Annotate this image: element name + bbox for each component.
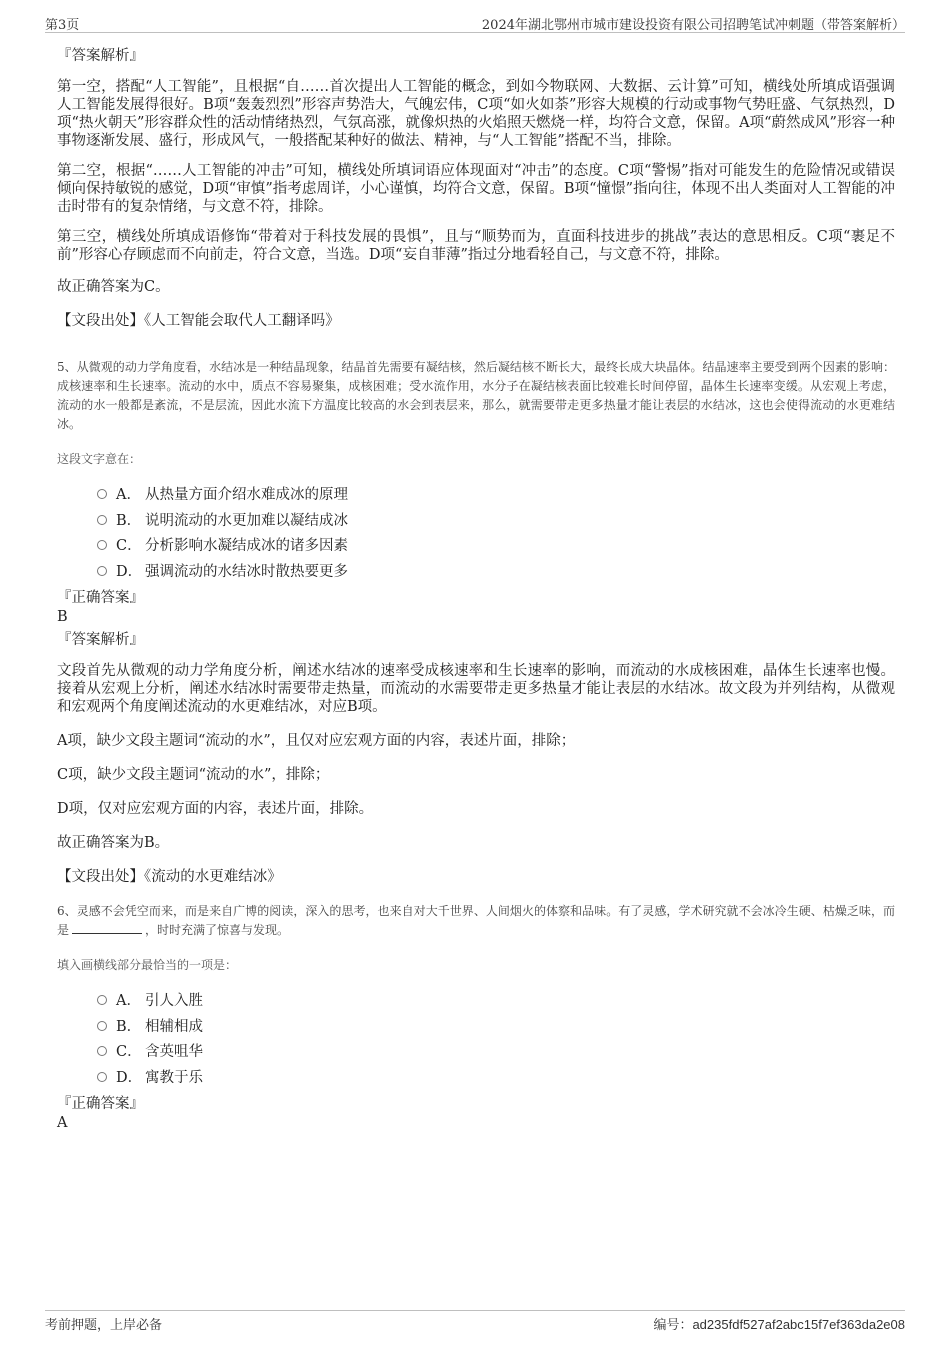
radio-icon[interactable] — [97, 1072, 107, 1082]
q5-analysis-p1: 文段首先从微观的动力学角度分析，阐述水结冰的速率受成核速率和生长速率的影响，而流动的水成核困难，晶体生长速率也慢。接着从宏观上分析，阐述水结冰时需要带走热量，而流动的水需要带走更多热量才能让表层的水结冰。故文段为并列结构，从微观和宏观两个角度阐述流动的水更难结冰，对应B项。 — [57, 663, 895, 715]
q5-option-c[interactable] — [57, 533, 895, 559]
q5-question: 这段文字意在： — [57, 452, 142, 466]
option-text: 相辅相成 — [145, 1018, 203, 1035]
document-body — [57, 44, 895, 1132]
footer-code-value: ad235fdf527af2abc15f7ef363da2e08 — [692, 1317, 905, 1332]
option-text: 含英咀华 — [145, 1044, 203, 1060]
radio-icon[interactable] — [97, 489, 107, 499]
q6-option-d[interactable] — [57, 1065, 895, 1091]
document-title: 2024年湖北鄂州市城市建设投资有限公司招聘笔试冲刺题（带答案解析） — [481, 18, 905, 33]
radio-icon[interactable] — [97, 566, 107, 576]
q5-option-b[interactable] — [57, 508, 895, 534]
q5-option-a[interactable] — [57, 482, 895, 508]
q6-answer: A — [57, 1115, 68, 1131]
q4-analysis-p2: 第二空，根据“……人工智能的冲击”可知，横线处所填词语应体现面对“冲击”的态度。C项“警惕”指对可能发生的危险情况或错误倾向保持敏锐的感觉，D项“审慎”指考虑周详，小心谨慎，均符合文意，保留。B项“憧憬”指向往，体现不出人类面对人工智能的冲击时带有的复杂情绪，与文意不符，排除。 — [57, 163, 895, 215]
q5-analysis-label: 『答案解析』 — [57, 632, 144, 648]
q5-answer: B — [57, 609, 68, 625]
radio-icon[interactable] — [97, 540, 107, 550]
q5-analysis-p2: A项，缺少文段主题词“流动的水”，且仅对应宏观方面的内容，表述片面，排除； — [57, 733, 576, 749]
option-letter: C． — [116, 538, 142, 554]
radio-icon[interactable] — [97, 1046, 107, 1056]
q6-options — [57, 988, 895, 1090]
footer-code-label: 编号： — [653, 1318, 693, 1333]
option-letter: B． — [116, 1018, 142, 1035]
q6-answer-label: 『正确答案』 — [57, 1096, 144, 1112]
q4-analysis-p1: 第一空，搭配“人工智能”，且根据“自……首次提出人工智能的概念，到如今物联网、大数据、云计算”可知，横线处所填成语强调人工智能发展得很好。B项“轰轰烈烈”形容声势浩大，气魄宏伟，C项“如火如荼”形容大规模的行动或事物气势旺盛、气氛热烈，D项“热火朝天”形容群众性的活动情绪热烈，气氛高涨，就像炽热的火焰照天燃烧一样，均符合文意，保留。A项“蔚然成风”形容一种事物逐渐发展、盛行，形成风气，一般搭配某种好的做法、精神，与“人工智能”搭配不当，排除。 — [57, 79, 895, 149]
q5-conclusion: 故正确答案为B。 — [57, 835, 170, 851]
q4-source: 【文段出处】《人工智能会取代人工翻译吗》 — [57, 313, 340, 329]
option-letter: B． — [116, 512, 142, 529]
option-text: 寓教于乐 — [145, 1069, 203, 1086]
q6-question: 填入画横线部分最恰当的一项是： — [57, 958, 238, 972]
q6-stem-after: ，时时充满了惊喜与发现。 — [145, 923, 290, 937]
q5-analysis-p3: C项，缺少文段主题词“流动的水”，排除； — [57, 767, 330, 783]
radio-icon[interactable] — [97, 515, 107, 525]
option-letter: D． — [116, 563, 143, 580]
q4-analysis-label: 『答案解析』 — [57, 48, 144, 64]
footer-code — [653, 1314, 905, 1333]
q5-options — [57, 482, 895, 584]
option-text: 引人入胜 — [145, 993, 203, 1009]
q5-analysis-p4: D项，仅对应宏观方面的内容，表述片面，排除。 — [57, 801, 374, 817]
option-text: 分析影响水凝结成冰的诸多因素 — [145, 538, 348, 554]
radio-icon[interactable] — [97, 1021, 107, 1031]
q5-option-d[interactable] — [57, 559, 895, 585]
radio-icon[interactable] — [97, 995, 107, 1005]
q4-analysis-p3: 第三空，横线处所填成语修饰“带着对于科技发展的畏惧”，且与“顺势而为，直面科技进步的挑战”表达的意思相反。C项“裹足不前”形容心存顾虑而不向前走，符合文意，当选。D项“妄自菲薄”指过分地看轻自己，与文意不符，排除。 — [57, 229, 895, 263]
q6-option-c[interactable] — [57, 1039, 895, 1065]
page-number: 第3页 — [45, 18, 80, 33]
option-text: 强调流动的水结冰时散热要更多 — [145, 563, 348, 580]
q6-stem-before: 6、灵感不会凭空而来，而是来自广博的阅读，深入的思考，也来自对大千世界、人间烟火的体察和品味。有了灵感，学术研究就不会冰冷生硬、枯燥乏味，而是 — [57, 904, 895, 937]
q6-stem — [57, 902, 895, 940]
footer-slogan: 考前押题，上岸必备 — [45, 1318, 163, 1333]
option-letter: C． — [116, 1044, 142, 1060]
q5-answer-label: 『正确答案』 — [57, 590, 144, 606]
page-footer — [45, 1310, 905, 1333]
option-text: 从热量方面介绍水难成冰的原理 — [145, 487, 348, 503]
option-letter: D． — [116, 1069, 143, 1086]
option-text: 说明流动的水更加难以凝结成冰 — [145, 512, 348, 529]
option-letter: A． — [116, 993, 141, 1009]
q6-option-b[interactable] — [57, 1014, 895, 1040]
page-header — [45, 12, 905, 33]
q5-stem: 5、从微观的动力学角度看，水结冰是一种结晶现象，结晶首先需要有凝结核，然后凝结核不断长大，最终长成大块晶体。结晶速率主要受到两个因素的影响：成核速率和生长速率。流动的水中，质点不容易聚集，成核困难；受水流作用，水分子在凝结核表面比较难长时间停留，晶体生长速率变缓。从宏观上考虑，流动的水一般都是紊流，不是层流，因此水流下方温度比较高的水会到表层来，那么，就需要带走更多热量才能让表层的水结冰，这也会使得流动的水更难结冰。 — [57, 360, 895, 431]
q6-option-a[interactable] — [57, 988, 895, 1014]
option-letter: A． — [116, 487, 141, 503]
q5-source: 【文段出处】《流动的水更难结冰》 — [57, 869, 282, 885]
q4-conclusion: 故正确答案为C。 — [57, 279, 170, 295]
fill-blank — [72, 921, 142, 934]
